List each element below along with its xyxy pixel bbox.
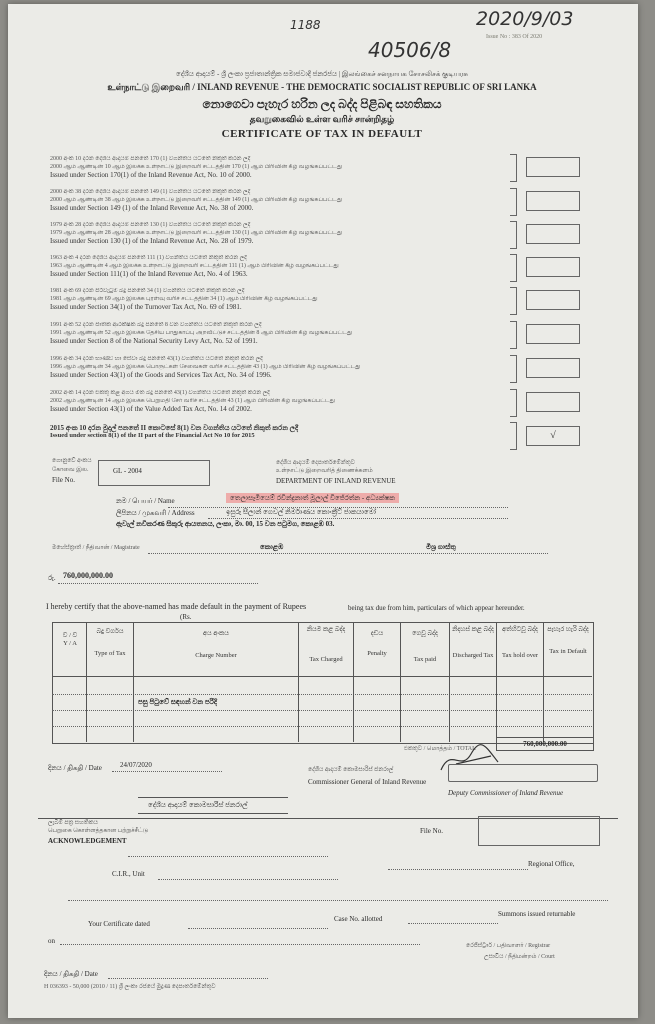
checkbox-section-7[interactable] <box>526 358 580 378</box>
ack-title-ta: பெறுகை கொள்ளத்தகான பற்றுச்சீட்டு <box>48 828 149 834</box>
handwritten-date: 2020/9/03 <box>476 8 574 30</box>
file-no-value: GL - 2004 <box>113 467 142 475</box>
title-english: CERTIFICATE OF TAX IN DEFAULT <box>221 128 423 140</box>
amount-prefix: රු. <box>48 574 56 582</box>
act-section-3: 1979 අංක 28 දරන දේශීය ආදායම් පනතේ 130 (1) වගන්තිය යටතේ නිකුත් කරන ලදී 1979 ஆம் ஆண்டின் 28 ஆம் இலக்க உள்நாட்டு இறைவரி சட்டத்தின் 130 (1) ஆம் பிரிவின் கீழ் வழங்கப்பட்டது Issued under Section 130 (1) of the Inland Revenue Act, No. 28 of 1979. <box>50 222 343 245</box>
act-section-4: 1963 අංක 4 දරන දේශීය ආදායම් පනතේ 111 (1) වගන්තිය යටතේ නිකුත් කරන ලදී 1963 ஆம் ஆண்டின் 4 ஆம் இலக்க உள்நாட்டு இறைவரி சட்டத்தின் 111 (1) ஆம் பிரிவின் கீழ் வழங்கப்பட்டது Issued under Section 111(1) of the Inland Revenue Act, No. 4 of 1963. <box>50 255 339 278</box>
act-section-2015: 2015 අංක 10 දරන මුදල් පනතේ II කොටසේ 8(1) වන වගන්තිය යටතේ නිකුත් කරන ලදී Issued under section 8(1) of the II part of the Financial Act No 10 for 2015 <box>50 424 299 439</box>
col-tax-hold-over: අත්හිටවූ බද්ද Tax hold over <box>501 626 538 659</box>
document-page <box>8 4 638 1018</box>
commissioner-en: Commissioner General of Inland Revenue <box>308 778 427 786</box>
checkbox-section-3[interactable] <box>526 224 580 244</box>
file-no-box <box>98 460 210 486</box>
rs-label: (Rs. <box>180 613 192 621</box>
ack-cir-unit: C.I.R., Unit <box>112 870 145 878</box>
col-charge-number: අය අංකය Charge Number <box>195 630 237 659</box>
date-value: 24/07/2020 <box>120 761 152 769</box>
act-section-5: 1981 අංක 69 දරන පිරිවැටුම් බදු පනතේ 34 (1) වගන්තිය යටතේ නිකුත් කරන ලදී 1981 ஆம் ஆண்டின் 69 ஆம் இலக்க புரள்வு வரிச் சட்டத்தின் 34 (1) ஆம் பிரிவின் கீழ் வழங்கப்பட்டது Issued under Section 34(1) of the Turnover Tax Act, No. 69 of 1981. <box>50 288 318 311</box>
address-value: ඉසුරු සීලාන් ගෙවල් නිර්මාණය කොංක්‍රීට් ජාකයාමෝ <box>226 508 377 516</box>
ack-summons: Summons issued returnable <box>498 910 576 918</box>
name-label: නම / பெயர் / Name <box>116 497 175 505</box>
ack-date-label: දිනය / திகதி / Date <box>44 970 98 978</box>
certify-text: I hereby certify that the above-named has made default in the payment of Rupees <box>46 602 307 611</box>
col-year: ව / ව Y / A <box>62 632 78 647</box>
magistrate-court: මිශ්‍ර ගාස්තු <box>426 543 456 551</box>
ack-file-no: File No. <box>420 827 443 835</box>
act-section-6: 1991 අංක 52 දරන ජාතික ආරක්ෂක බදු පනතේ 8 වන වගන්තිය යටතේ නිකුත් කරන ලදී 1991 ஆம் ஆண்டின் 52 ஆம் இலக்க தேசிய பாதுகாப்பு அறவீட்டுச் சட்டத்தின் 8 ஆம் பிரிவின் கீழ் வழங்கப்பட்டது Issued under Section 8 of the National Security Levy Act, No. 52 of 1991. <box>50 322 353 345</box>
col-tax-charged: නියම කළ බද්ද Tax Charged <box>306 626 346 663</box>
certify-text2: being tax due from him, particulars of which appear hereunder. <box>348 604 525 612</box>
act-section-8: 2002 අංක 14 දරන එකතු කළ අගය මත බදු පනතේ 43(1) වගන්තිය යටතේ නිකුත් කරන ලදී 2002 ஆம் ஆண்டின் 14 ஆம் இலக்க பெறுமதி சேர் வரிச் சட்டத்தின் 43 (1) ஆம் பிரிவின் கீழ் வழங்கப்பட்டது Issued under Section 43(1) of the Value Added Tax Act, No. 14 of 2002. <box>50 390 336 413</box>
handwritten-ref: 40506/8 <box>368 38 452 62</box>
address-label: ලිපිනය / முகவரி / Address <box>116 509 195 517</box>
col-tax-paid: ගෙවූ බද්ද Tax paid <box>412 630 438 663</box>
department-ta: உள்நாட்டு இறைவரித் திணைக்களம் <box>276 468 373 474</box>
ack-regional-office: Regional Office, <box>528 860 575 868</box>
footer-printer: H 036393 - 50,000 (2010 / 11) ශ්‍රී ලංකා රජයේ මුද්‍රණ දෙපාර්තමේන්තුව <box>44 984 216 990</box>
act-section-7: 1996 අංක 34 දරන භාණ්ඩ හා සේවා බදු පනතේ 43(1) වගන්තිය යටතේ නිකුත් කරන ලදී 1996 ஆம் ஆண்டின் 34 ஆம் இலக்க பொருட்கள் சேவைகள் வரிச் சட்டத்தின் 43 (1) ஆம் பிரிவின் கீழ் வழங்கப்பட்டது Issued under Section 43(1) of the Goods and Services Tax Act, No. 34 of 1996. <box>50 356 361 379</box>
file-no-label-ta: கோவை இல. <box>52 467 89 473</box>
title-tamil: தவறுகைவில் உள்ள வரிச் சான்றிதழ் <box>249 114 395 124</box>
col-discharged-tax: නිදහස් කළ බද්ද Discharged Tax <box>452 626 494 659</box>
act-section-2: 2000 අංක 38 දරන දේශීය ආදායම් පනතේ 149 (1) වගන්තිය යටතේ නිකුත් කරන ලදී 2000 ஆம் ஆண்டின் 38 ஆம் இலக்க உள்நாட்டு இறைவரி சட்டத்தின் 149 (1) ஆம் பிரிவின் கீழ் வழங்கப்பட்டது Issued under Section 149 (1) of the Inland Revenue Act, No. 38 of 2000. <box>50 189 343 212</box>
title-sinhala: නොගෙවා පැහැර හරින ලද බද්ද පිළිබඳ සහතිකය <box>202 97 442 111</box>
total-label: එකතුව / மொத்தம் / TOTAL <box>404 746 476 752</box>
department-en: DEPARTMENT OF INLAND REVENUE <box>276 477 396 485</box>
deputy-commissioner: Deputy Commissioner of Inland Revenue <box>448 789 564 797</box>
file-no-label-si: ගොනුවේ අංකය <box>52 458 92 464</box>
header-line2: உள்நாட்டு இறைவரி / INLAND REVENUE - THE DEMOCRATIC SOCIALIST REPUBLIC OF SRI LANKA <box>107 82 537 92</box>
col-type-of-tax: බදු වර්ගය Type of Tax <box>94 628 126 657</box>
checkbox-section-4[interactable] <box>526 257 580 277</box>
stamp-label: දේශීය ආදායම් කොමසාරිස් ජනරාල් <box>148 801 248 809</box>
file-no-label-en: File No. <box>52 476 75 484</box>
table-note: පසු පිටුවේ සඳහන් වන පරිදි <box>138 698 217 706</box>
magistrate-label: මහේස්ත්‍රාත් / நீதிவான் / Magistrate <box>52 545 140 551</box>
address-line2: ඇවැල් නවීකරණ සිකුරු ආයතනය, ලංකා, මා. 00, 15 වන පටුමග, කොළඹ 03. <box>116 520 335 528</box>
ack-on: on <box>48 937 55 945</box>
checkbox-section-2015[interactable]: √ <box>526 426 580 446</box>
ack-registrar: රෙජිස්ට්‍රාර් / பதிவாளர் / Registrar <box>466 943 551 949</box>
checkbox-section-6[interactable] <box>526 324 580 344</box>
header-line1: දේශීය ආදායම් - ශ්‍රී ලංකා ප්‍රජාතාන්ත්‍රික සමාජවාදී ජනරජය | இலங்கைச் சனநாயக சோசலிசக் குடியரசு <box>176 70 468 78</box>
act-section-1: 2000 අංක 10 දරන දේශීය ආදායම් පනතේ 170 (1) වගන්තිය යටතේ නිකුත් කරන ලදී 2000 ஆம் ஆண்டின் 10 ஆம் இலக்க உள்நாட்டு இறைவரி சட்டத்தின் 170 (1) ஆம் பிரிவின் கீழ் வழங்கப்பட்டது Issued under Section 170(1) of the Inland Revenue Act, No. 10 of 2000. <box>50 156 343 179</box>
stamp-text: Issue No : 383 Of 2020 <box>486 34 543 40</box>
total-value: 760,000,000.00 <box>496 737 594 751</box>
ack-case-no: Case No. allotted <box>334 915 383 923</box>
official-stamp <box>448 764 598 782</box>
ack-title-en: ACKNOWLEDGEMENT <box>48 837 127 845</box>
ack-court: උසාවිය / நீதிமன்றம் / Court <box>484 954 555 960</box>
ack-your-certificate: Your Certificate dated <box>88 920 150 928</box>
checkbox-section-1[interactable] <box>526 157 580 177</box>
commissioner-si: දේශීය ආදායම් කොමසාරිස් ජනරාල් <box>308 767 394 773</box>
checkbox-section-5[interactable] <box>526 290 580 310</box>
col-penalty: දඩය Penalty <box>367 630 387 657</box>
ack-file-box <box>478 816 600 846</box>
department-si: දේශීය ආදායම් දෙපාර්තමේන්තුව <box>276 460 355 466</box>
checkbox-section-8[interactable] <box>526 392 580 412</box>
name-value: තෙලාසෑමියෙම් රවින්ද්‍රනාත් මූලාල් විජේරත්න - අධ්‍යක්ෂක <box>226 493 399 503</box>
checkbox-section-2[interactable] <box>526 191 580 211</box>
date-label: දිනය / திகதி / Date <box>48 764 102 772</box>
amount-value: 760,000,000.00 <box>63 571 113 580</box>
handwritten-number: 1188 <box>290 18 321 32</box>
magistrate-value: කොළඹ <box>260 543 284 551</box>
col-tax-in-default: පැහැර හැරි බද්ද Tax in Default <box>547 626 589 655</box>
ack-title-si: ලැබීම් පත්‍ර සහතිකය <box>48 820 98 826</box>
